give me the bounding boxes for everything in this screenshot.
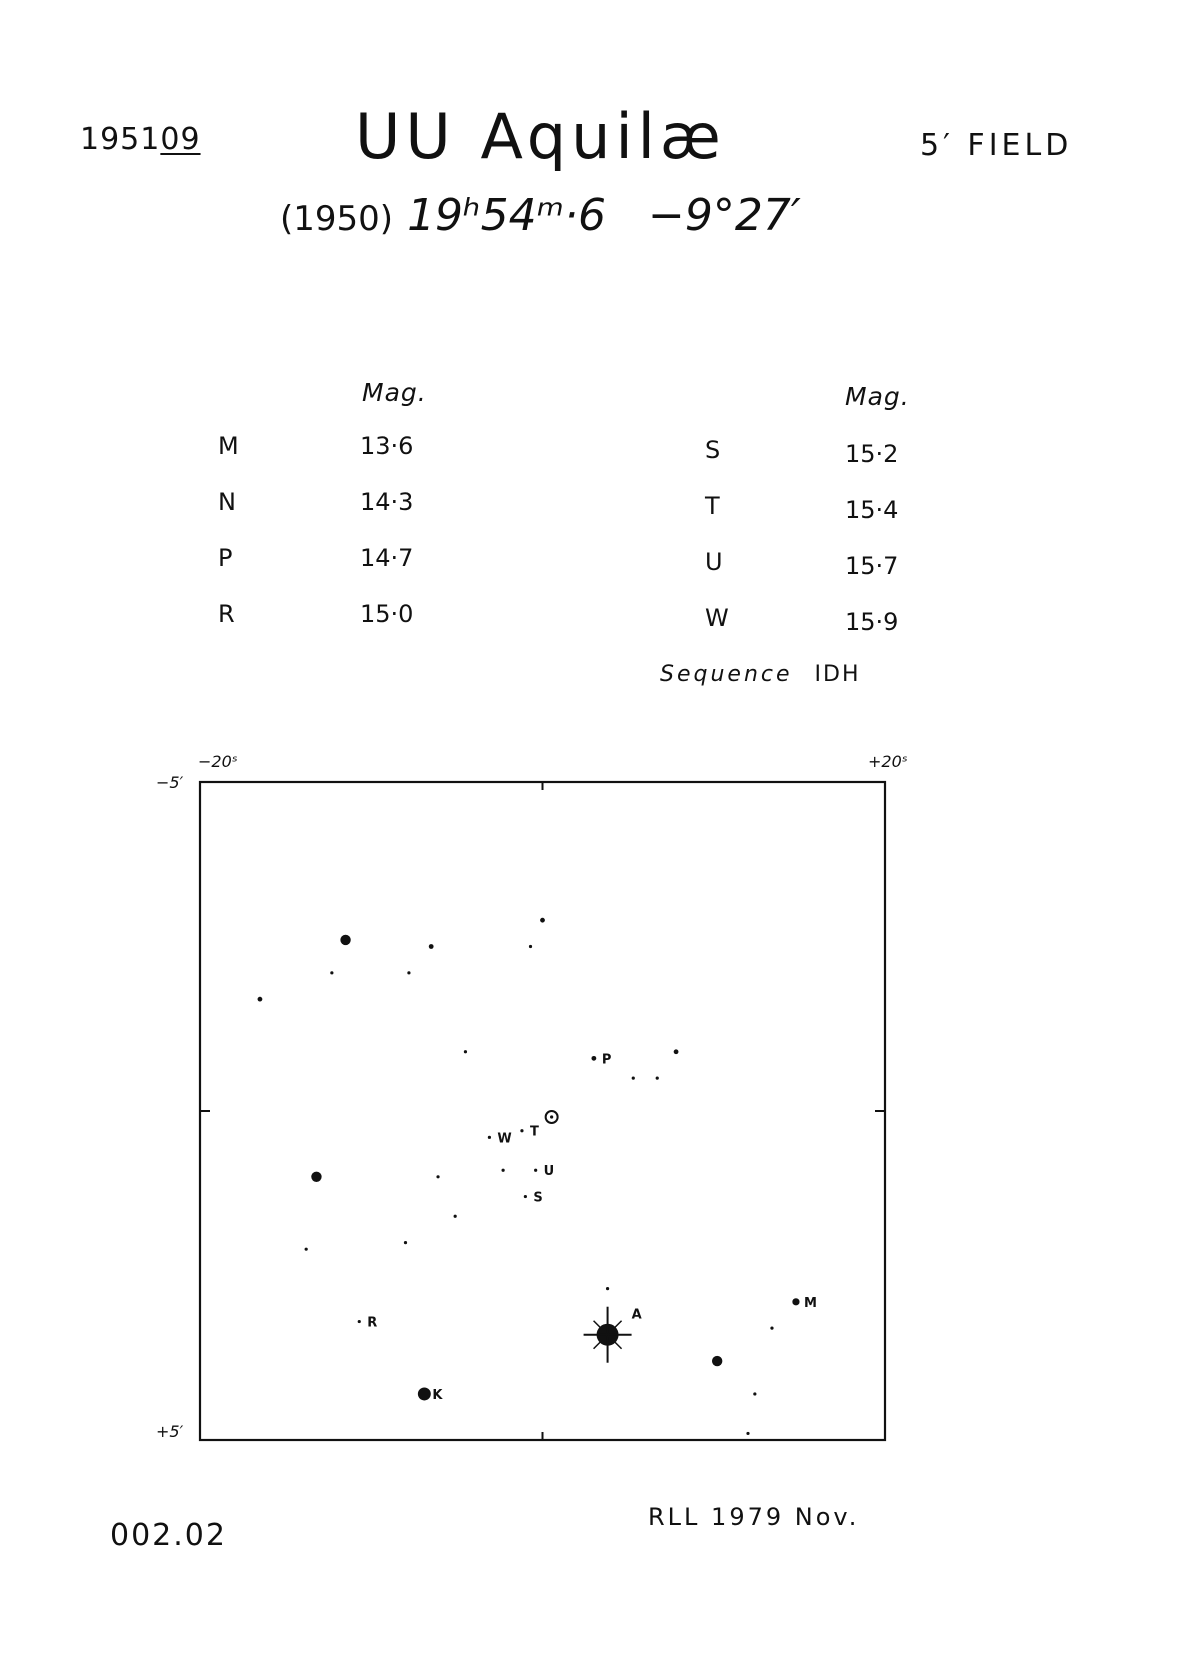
sequence-source-code: IDH	[814, 662, 861, 687]
seq-letter: P	[218, 544, 233, 572]
seq-mag: 15·0	[360, 600, 414, 628]
star	[454, 1215, 457, 1218]
chart-border	[200, 782, 885, 1440]
star	[770, 1327, 773, 1330]
star-label-u: U	[543, 1164, 555, 1180]
right-ascension: 19ʰ54ᵐ·6	[407, 190, 606, 241]
epoch: (1950)	[280, 199, 394, 239]
star	[418, 1387, 431, 1400]
chart-frame	[200, 782, 885, 1440]
axis-label-left-top: −5′	[156, 773, 184, 792]
declination: −9°27′	[647, 190, 801, 241]
star	[404, 1241, 407, 1244]
axis-label-top-right: +20ˢ	[868, 752, 908, 771]
seq-mag: 14·7	[360, 544, 414, 572]
star	[529, 945, 532, 948]
sequence-note: Sequence	[660, 662, 793, 687]
star	[311, 1172, 321, 1182]
star-title: UU Aquilæ	[355, 100, 726, 173]
star-label-p: P	[601, 1052, 612, 1068]
star	[330, 971, 333, 974]
star	[534, 1169, 537, 1172]
seq-letter: T	[705, 492, 720, 520]
star-label-a: A	[631, 1307, 642, 1323]
seq-letter: M	[218, 432, 239, 460]
star-field	[258, 918, 817, 1435]
seq-mag: 15·7	[845, 552, 899, 580]
star	[632, 1077, 635, 1080]
plate-number: 002.02	[110, 1518, 227, 1553]
star	[502, 1169, 505, 1172]
star	[674, 1049, 679, 1054]
variable-star-center	[550, 1115, 553, 1118]
seq-mag: 15·9	[845, 608, 899, 636]
axis-label-top-left: −20ˢ	[198, 752, 238, 771]
star	[656, 1077, 659, 1080]
star-label-m: M	[803, 1295, 817, 1311]
star	[358, 1320, 361, 1323]
star-label-t: T	[529, 1124, 539, 1140]
star	[340, 935, 350, 945]
star-label-w: W	[497, 1131, 512, 1147]
star	[436, 1175, 439, 1178]
chart-credit: RLL 1979 Nov.	[648, 1503, 860, 1531]
star	[753, 1392, 756, 1395]
star	[429, 944, 434, 949]
star	[305, 1248, 308, 1251]
seq-mag: 15·4	[845, 496, 899, 524]
mag-heading-right: Mag.	[845, 382, 910, 411]
star-label-s: S	[533, 1190, 543, 1206]
star	[746, 1432, 749, 1435]
star	[464, 1050, 467, 1053]
star	[258, 997, 263, 1002]
axis-label-left-bottom: +5′	[156, 1422, 184, 1441]
star	[606, 1287, 609, 1290]
star	[540, 918, 545, 923]
seq-letter: S	[705, 436, 721, 464]
seq-letter: R	[218, 600, 235, 628]
star	[407, 971, 410, 974]
star	[712, 1356, 722, 1366]
seq-letter: U	[705, 548, 723, 576]
chart-id-suffix: 09	[160, 122, 201, 157]
seq-letter: N	[218, 488, 236, 516]
star-label-r: R	[367, 1315, 378, 1331]
star	[520, 1129, 523, 1132]
star	[591, 1056, 596, 1061]
star	[524, 1195, 527, 1198]
chart-id-prefix: 1951	[80, 122, 161, 157]
seq-letter: W	[705, 604, 729, 632]
seq-mag: 15·2	[845, 440, 899, 468]
star-label-k: K	[432, 1387, 443, 1403]
star	[488, 1136, 491, 1139]
star	[792, 1298, 799, 1305]
field-size: 5′ FIELD	[920, 128, 1073, 163]
mag-heading-left: Mag.	[362, 378, 427, 407]
seq-mag: 13·6	[360, 432, 414, 460]
seq-mag: 14·3	[360, 488, 414, 516]
